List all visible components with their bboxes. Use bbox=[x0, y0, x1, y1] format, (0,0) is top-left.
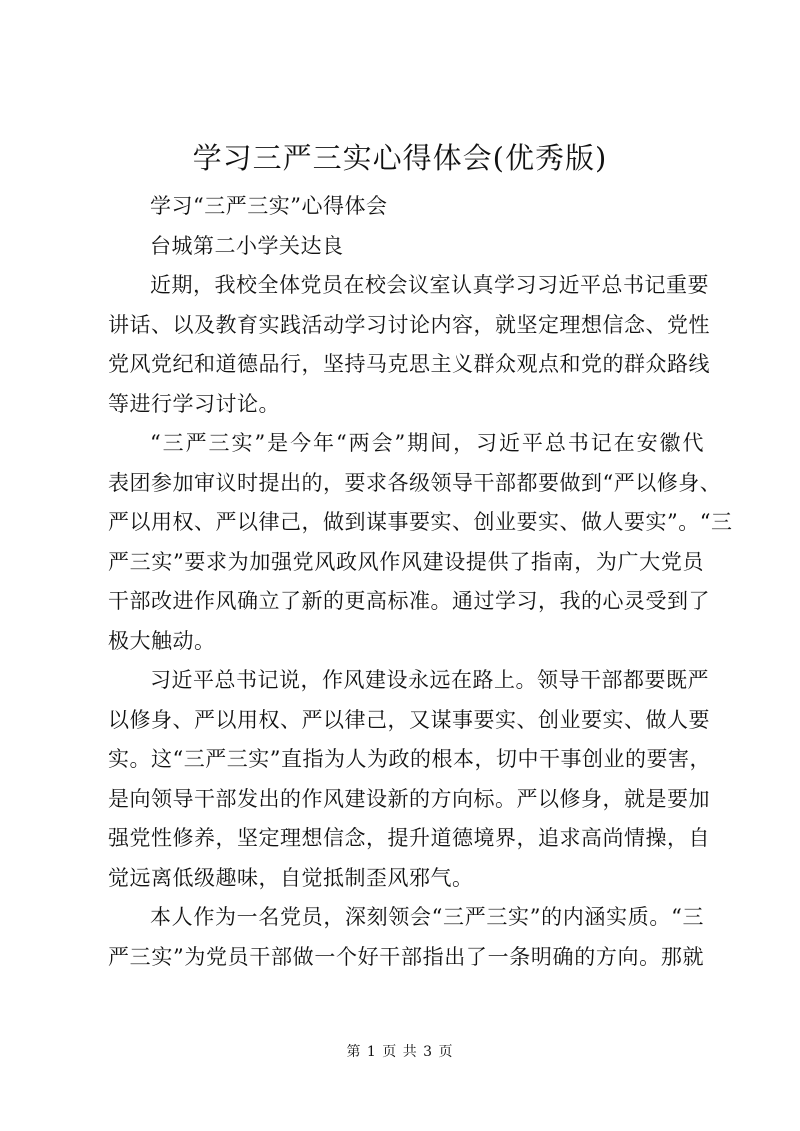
text-line: 近期，我校全体党员在校会议室认真学习习近平总书记重要 bbox=[150, 273, 709, 297]
text-line: 学习“三严三实”心得体会 bbox=[150, 194, 388, 218]
text-line: 极大触动。 bbox=[108, 628, 216, 653]
text-line: 严以用权、严以律己，做到谋事要实、创业要实、做人要实”。“三 bbox=[108, 510, 733, 534]
text-line: 严三实”要求为加强党风政风作风建设提供了指南，为广大党员 bbox=[108, 549, 704, 574]
text-line: 觉远离低级趣味，自觉抵制歪风邪气。 bbox=[108, 865, 474, 890]
document-title: 学习三严三实心得体会(优秀版) bbox=[192, 141, 608, 175]
text-line: 本人作为一名党员，深刻领会“三严三实”的内涵实质。“三 bbox=[150, 905, 704, 929]
text-line: 干部改进作风确立了新的更高标准。通过学习，我的心灵受到了 bbox=[108, 589, 710, 613]
document-body bbox=[108, 187, 733, 977]
page-footer: 第 1 页 共 3 页 bbox=[346, 1044, 454, 1060]
text-line: 以修身、严以用权、严以律己，又谋事要实、创业要实、做人要 bbox=[108, 707, 710, 732]
text-line: “三严三实”是今年“两会”期间，习近平总书记在安徽代 bbox=[150, 431, 704, 455]
text-line: 习近平总书记说，作风建设永远在路上。领导干部都要既严 bbox=[150, 668, 709, 692]
text-line: 严三实”为党员干部做一个好干部指出了一条明确的方向。那就 bbox=[108, 944, 704, 969]
text-line: 等进行学习讨论。 bbox=[108, 391, 280, 416]
text-line: 台城第二小学关达良 bbox=[150, 233, 344, 258]
text-line: 实。这“三严三实”直指为人为政的根本，切中干事创业的要害， bbox=[108, 747, 711, 771]
text-line: 讲话、以及教育实践活动学习讨论内容，就坚定理想信念、党性 bbox=[108, 312, 710, 337]
text-line: 是向领导干部发出的作风建设新的方向标。严以修身，就是要加 bbox=[108, 786, 710, 811]
text-line: 党风党纪和道德品行，坚持马克思主义群众观点和党的群众路线 bbox=[108, 352, 710, 376]
text-line: 强党性修养，坚定理想信念，提升道德境界，追求高尚情操，自 bbox=[108, 826, 710, 850]
text-line: 表团参加审议时提出的，要求各级领导干部都要做到“严以修身、 bbox=[108, 470, 722, 495]
